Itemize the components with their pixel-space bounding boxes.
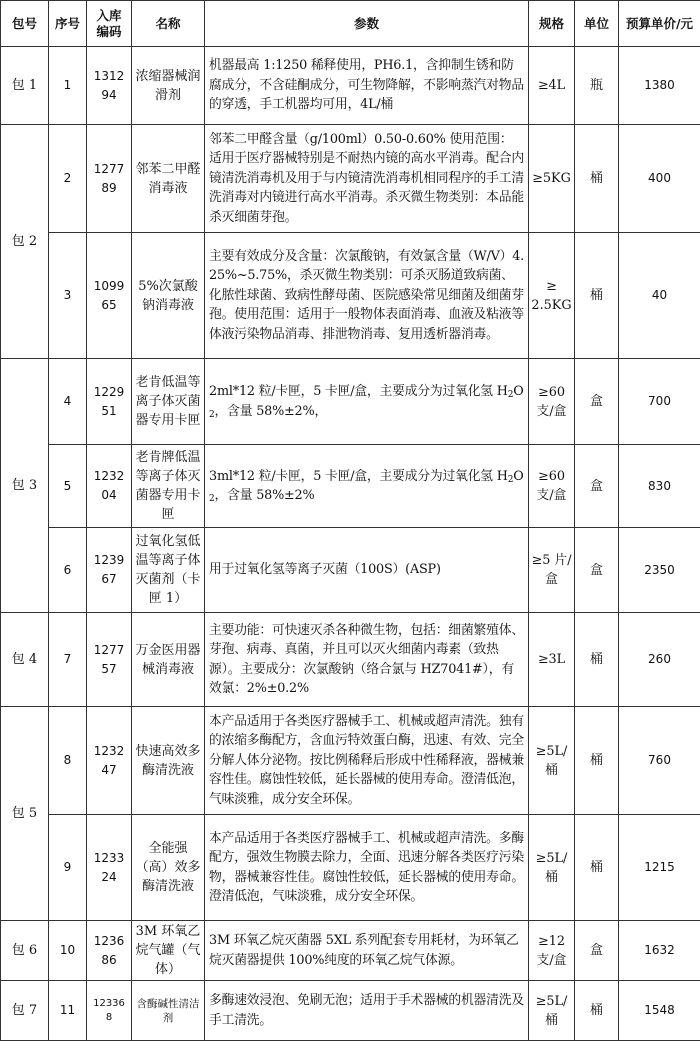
seq-cell: 5 [49, 445, 87, 528]
name-cell: 全能强（高）效多酶清洗液 [132, 815, 205, 921]
table-row [1, 981, 700, 1041]
unit-cell: 桶 [575, 613, 619, 707]
unit-cell: 盒 [575, 921, 619, 981]
col-header-seq: 序号 [49, 1, 87, 47]
package-cell: 包 5 [1, 707, 49, 921]
params-cell: 主要功能：可快速灭杀各种微生物，包括：细菌繁殖体、芽孢、病毒、真菌，并且可以灭火细菌内毒素（致热源）。主要成分：次氯酸钠（络合氯与 HZ7041#），有效氯：2%±0.2% [205, 613, 529, 707]
unit-cell: 盒 [575, 528, 619, 613]
params-cell: 2ml*12 粒/卡匣，5 卡匣/盒，主要成分为过氧化氢 $H_2O_2$，含量 58%±2%， [205, 359, 529, 445]
spec-cell: ≥60 支/盒 [529, 359, 575, 445]
params-cell: 本产品适用于各类医疗器械手工、机械或超声清洗。独有的浓缩多酶配方，含血污特效蛋白酶，迅速、有效、完全分解人体分泌物。按比例稀释后形成中性稀释液，器械兼容性佳。腐蚀性较低，延长器械的使用寿命。澄清低泡，气味淡雅，成分安全环保。 [205, 707, 529, 815]
table-row [1, 707, 700, 815]
name-cell: 老肯牌低温等离子体灭菌器专用卡匣 [132, 445, 205, 528]
unit-cell: 桶 [575, 815, 619, 921]
code-cell: 123247 [87, 707, 132, 815]
spec-cell: ≥5 片/盒 [529, 528, 575, 613]
table-row [1, 125, 700, 233]
spec-cell: ≥5L/桶 [529, 815, 575, 921]
spec-cell: ≥5L/桶 [529, 981, 575, 1041]
col-header-price: 预算单价/元 [619, 1, 700, 47]
seq-cell: 10 [49, 921, 87, 981]
table-row [1, 445, 700, 528]
package-cell: 包 2 [1, 125, 49, 359]
params-cell: 用于过氧化氢等离子灭菌（100S）(ASP) [205, 528, 529, 613]
table-row [1, 47, 700, 125]
price-cell: 40 [619, 233, 700, 359]
name-cell: 3M 环氧乙烷气罐（气体） [132, 921, 205, 981]
code-cell: 127789 [87, 125, 132, 233]
unit-cell: 桶 [575, 707, 619, 815]
spec-cell: ≥5KG [529, 125, 575, 233]
params-cell: 机器最高 1:1250 稀释使用，PH6.1，含抑制生锈和防腐成分，不含硅酮成分，可生物降解，不影响蒸汽对物品的穿透，手工机器均可用，4L/桶 [205, 47, 529, 125]
package-cell: 包 4 [1, 613, 49, 707]
unit-cell: 瓶 [575, 47, 619, 125]
code-cell: 127757 [87, 613, 132, 707]
name-cell: 过氧化氢低温等离子体灭菌剂（卡匣 1） [132, 528, 205, 613]
spec-cell: ≥ 2.5KG [529, 233, 575, 359]
code-cell: 123204 [87, 445, 132, 528]
code-cell: 123967 [87, 528, 132, 613]
params-cell: 3M 环氧乙烷灭菌器 5XL 系列配套专用耗材，为环氧乙烷灭菌器提供 100%纯度的环氧乙烷气体源。 [205, 921, 529, 981]
code-cell: 131294 [87, 47, 132, 125]
seq-cell: 1 [49, 47, 87, 125]
seq-cell: 11 [49, 981, 87, 1041]
header-row [1, 1, 700, 47]
table-row [1, 359, 700, 445]
params-cell: 本产品适用于各类医疗器械手工、机械或超声清洗。多酶配方，强效生物膜去除力，全面、迅速分解各类医疗污染物，器械兼容性佳。腐蚀性较低，延长器械的使用寿命。澄清低泡，气味淡雅，成分安全环保。 [205, 815, 529, 921]
price-cell: 2350 [619, 528, 700, 613]
unit-cell: 桶 [575, 981, 619, 1041]
params-cell: 多酶速效浸泡、免刷无泡；适用于手术器械的机器清洗及手工清洗。 [205, 981, 529, 1041]
price-cell: 1215 [619, 815, 700, 921]
spec-cell: ≥4L [529, 47, 575, 125]
col-header-name: 名称 [132, 1, 205, 47]
table-row [1, 528, 700, 613]
code-cell: 123686 [87, 921, 132, 981]
price-cell: 400 [619, 125, 700, 233]
params-cell: 3ml*12 粒/卡匣，5 卡匣/盒，主要成分为过氧化氢 $H_2O_2$，含量 58%±2% [205, 445, 529, 528]
code-cell: 109965 [87, 233, 132, 359]
package-cell: 包 1 [1, 47, 49, 125]
seq-cell: 7 [49, 613, 87, 707]
col-header-spec: 规格 [529, 1, 575, 47]
seq-cell: 9 [49, 815, 87, 921]
spec-cell: ≥12 支/盒 [529, 921, 575, 981]
name-cell: 老肯低温等离子体灭菌器专用卡匣 [132, 359, 205, 445]
col-header-code: 入库编码 [87, 1, 132, 47]
spec-cell: ≥60 支/盒 [529, 445, 575, 528]
price-cell: 1632 [619, 921, 700, 981]
name-cell: 浓缩器械润滑剂 [132, 47, 205, 125]
col-header-package: 包号 [1, 1, 49, 47]
params-cell: 邻苯二甲醛含量（g/100ml）0.50-0.60% 使用范围：适用于医疗器械特别是不耐热内镜的高水平消毒。配合内镜清洗消毒机及用于与内镜清洗消毒机相同程序的手工清洗消毒对内镜进行高水平消毒。杀灭微生物类别：本品能杀灭细菌芽孢。 [205, 125, 529, 233]
package-cell: 包 6 [1, 921, 49, 981]
name-cell: 邻苯二甲醛消毒液 [132, 125, 205, 233]
name-cell: 含酶碱性清洁剂 [132, 981, 205, 1041]
code-cell: 122951 [87, 359, 132, 445]
code-cell: 123368 [87, 981, 132, 1041]
unit-cell: 盒 [575, 445, 619, 528]
price-cell: 760 [619, 707, 700, 815]
table-row [1, 233, 700, 359]
price-cell: 1548 [619, 981, 700, 1041]
code-cell: 123324 [87, 815, 132, 921]
price-cell: 830 [619, 445, 700, 528]
seq-cell: 8 [49, 707, 87, 815]
seq-cell: 3 [49, 233, 87, 359]
seq-cell: 4 [49, 359, 87, 445]
name-cell: 快速高效多酶清洗液 [132, 707, 205, 815]
unit-cell: 盒 [575, 359, 619, 445]
table-row [1, 613, 700, 707]
package-cell: 包 3 [1, 359, 49, 613]
price-cell: 700 [619, 359, 700, 445]
seq-cell: 2 [49, 125, 87, 233]
unit-cell: 桶 [575, 233, 619, 359]
table-row [1, 921, 700, 981]
name-cell: 万金医用器械消毒液 [132, 613, 205, 707]
params-cell: 主要有效成分及含量：次氯酸钠，有效氯含量（W/V）4.25%~5.75%，杀灭微生物类别：可杀灭肠道致病菌、化脓性球菌、致病性酵母菌、医院感染常见细菌及细菌芽孢。使用范围：适用于一般物体表面消毒、血液及粘液等体液污染物品消毒、排泄物消毒、复用透析器消毒。 [205, 233, 529, 359]
price-cell: 1380 [619, 47, 700, 125]
package-cell: 包 7 [1, 981, 49, 1041]
price-cell: 260 [619, 613, 700, 707]
table-row [1, 815, 700, 921]
col-header-unit: 单位 [575, 1, 619, 47]
spec-cell: ≥5L/桶 [529, 707, 575, 815]
spec-cell: ≥3L [529, 613, 575, 707]
seq-cell: 6 [49, 528, 87, 613]
unit-cell: 桶 [575, 125, 619, 233]
name-cell: 5%次氯酸钠消毒液 [132, 233, 205, 359]
col-header-params: 参数 [205, 1, 529, 47]
